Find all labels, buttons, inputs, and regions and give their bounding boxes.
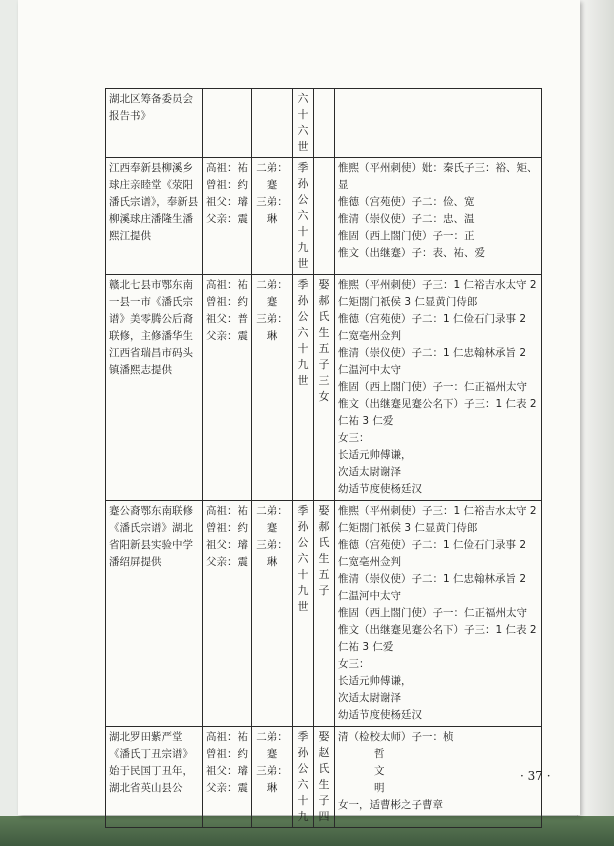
table-row bbox=[106, 89, 542, 158]
ancestor-line: 父亲：震 bbox=[206, 556, 248, 568]
brothers-cell bbox=[252, 727, 293, 828]
ancestor-line: 曾祖：约 bbox=[206, 522, 248, 534]
generation-text: 季孙公六十九世 bbox=[297, 504, 309, 613]
children-cell bbox=[335, 727, 542, 828]
source-text: 蹇公裔鄂东南联修《潘氏宗谱》湖北省阳新县实验中学潘绍屏提供 bbox=[109, 505, 193, 568]
children-cell bbox=[335, 158, 542, 275]
generation-text: 季孙公六十九 bbox=[297, 730, 309, 823]
brother-line: 琳 bbox=[266, 213, 278, 225]
brothers-cell bbox=[252, 89, 293, 158]
generation-cell bbox=[293, 727, 314, 828]
brother-line: 二弟： bbox=[256, 731, 288, 743]
ancestor-line: 高祖：祐 bbox=[206, 731, 248, 743]
child-line: 惟清（崇仪使）子二：1 仁忠翰林承旨 2 仁温河中太守 bbox=[338, 573, 527, 602]
ancestor-line: 曾祖：约 bbox=[206, 179, 248, 191]
ancestor-line: 父亲：震 bbox=[206, 213, 248, 225]
brothers-cell bbox=[252, 158, 293, 275]
ancestors-cell bbox=[203, 89, 252, 158]
brother-line: 二弟：蹇 bbox=[256, 505, 288, 534]
children-cell bbox=[335, 501, 542, 727]
spouse-cell bbox=[314, 275, 335, 501]
child-line: 次适太尉谢泽 bbox=[338, 466, 401, 478]
brother-line: 三弟：琳 bbox=[256, 313, 288, 342]
generation-cell bbox=[293, 275, 314, 501]
source-cell bbox=[106, 727, 203, 828]
spouse-text: 娶郝氏生五子 bbox=[318, 504, 330, 597]
child-line: 惟固（西上閤门使）子一：正 bbox=[338, 230, 475, 242]
brothers-cell bbox=[252, 275, 293, 501]
generation-cell bbox=[293, 89, 314, 158]
brothers-cell bbox=[252, 501, 293, 727]
brother-line: 三弟：琳 bbox=[256, 539, 288, 568]
ancestor-line: 祖父：普 bbox=[206, 313, 248, 325]
generation-text: 季孙公六十九世 bbox=[297, 161, 309, 270]
child-line: 幼适节度使杨廷汉 bbox=[338, 709, 422, 721]
child-line: 惟固（西上閤门使）子一：仁正福州太守 bbox=[338, 381, 527, 393]
ancestors-cell bbox=[203, 501, 252, 727]
child-line: 惟德（宫苑使）子二：俭、宽 bbox=[338, 196, 475, 208]
child-line: 惟文（出继蹇）子：表、祐、爱 bbox=[338, 247, 485, 259]
ancestor-line: 父亲：震 bbox=[206, 330, 248, 342]
generation-cell bbox=[293, 501, 314, 727]
child-line: 惟文（出继蹇见蹇公名下）子三：1 仁表 2 仁祐 3 仁爱 bbox=[338, 398, 537, 427]
child-line: 惟文（出继蹇见蹇公名下）子三：1 仁表 2 仁祐 3 仁爱 bbox=[338, 624, 537, 653]
ancestor-line: 曾祖：约 bbox=[206, 296, 248, 308]
ancestor-line: 高祖：祐 bbox=[206, 505, 248, 517]
spouse-cell bbox=[314, 501, 335, 727]
spouse-cell bbox=[314, 727, 335, 828]
brother-line: 三弟： bbox=[256, 765, 288, 777]
source-text: 湖北区筹备委员会报告书》 bbox=[109, 93, 193, 122]
child-line: 惟熙（平州刺使）妣：秦氏子三：裕、矩、显 bbox=[338, 162, 538, 191]
brother-line: 三弟： bbox=[256, 196, 288, 208]
spouse-text: 娶郝氏生五子三女 bbox=[318, 278, 330, 403]
table-row bbox=[106, 275, 542, 501]
brother-line: 二弟： bbox=[256, 162, 288, 174]
child-line: 惟固（西上閤门使）子一：仁正福州太守 bbox=[338, 607, 527, 619]
child-line: 惟熙（平州刺使）子三：1 仁裕吉水太守 2 仁矩閤门祇侯 3 仁显黄门侍郎 bbox=[338, 505, 537, 534]
source-text: 赣北七县市鄂东南一县一市《潘氏宗谱》美零腾公后裔联修，主修潘华生 江西省瑞昌市码头镇潘熙志提供 bbox=[109, 279, 193, 376]
brother-line: 二弟：蹇 bbox=[256, 279, 288, 308]
generation-text: 季孙公六十九世 bbox=[297, 278, 309, 387]
spouse-cell bbox=[314, 158, 335, 275]
table-row bbox=[106, 158, 542, 275]
brother-line: 琳 bbox=[266, 782, 278, 794]
brother-line: 蹇 bbox=[266, 748, 278, 760]
child-line: 惟德（宫苑使）子二：1 仁俭石门录事 2 仁宽亳州佥判 bbox=[338, 539, 527, 568]
child-line: 惟清（崇仪使）子二：1 仁忠翰林承旨 2 仁温河中太守 bbox=[338, 347, 527, 376]
ancestor-line: 高祖：祐 bbox=[206, 279, 248, 291]
child-line: 女三： bbox=[338, 432, 370, 444]
source-cell bbox=[106, 501, 203, 727]
table-row bbox=[106, 727, 542, 828]
source-text: 江西奉新县柳溪乡球庄亲睦堂《荥阳潘氏宗谱》，奉新县柳溪球庄潘隆生潘熙江提供 bbox=[109, 162, 199, 242]
source-cell bbox=[106, 89, 203, 158]
ancestor-line: 高祖：祐 bbox=[206, 162, 248, 174]
child-line: 哲 bbox=[374, 748, 385, 760]
generation-text: 六十六世 bbox=[297, 92, 309, 153]
genealogy-table bbox=[105, 88, 542, 828]
ancestors-cell bbox=[203, 158, 252, 275]
adjacent-page-edge bbox=[577, 0, 614, 846]
spouse-cell bbox=[314, 89, 335, 158]
ancestors-cell bbox=[203, 275, 252, 501]
child-line: 文 bbox=[374, 765, 385, 777]
brother-line: 蹇 bbox=[266, 179, 278, 191]
child-line: 惟德（宫苑使）子二：1 仁俭石门录事 2 仁宽亳州佥判 bbox=[338, 313, 527, 342]
page-number: · 37 · bbox=[520, 769, 551, 783]
child-line: 女一，适曹彬之子曹章 bbox=[338, 799, 443, 811]
child-line: 次适太尉谢泽 bbox=[338, 692, 401, 704]
child-line: 惟熙（平州刺使）子三：1 仁裕吉水太守 2 仁矩閤门祇侯 3 仁显黄门侍郎 bbox=[338, 279, 537, 308]
child-line: 清（检校太师）子一：桢 bbox=[338, 731, 454, 743]
ancestor-line: 祖父：璿 bbox=[206, 765, 248, 777]
source-cell bbox=[106, 275, 203, 501]
source-cell bbox=[106, 158, 203, 275]
children-cell bbox=[335, 89, 542, 158]
children-cell bbox=[335, 275, 542, 501]
ancestor-line: 曾祖：约 bbox=[206, 748, 248, 760]
table-row bbox=[106, 501, 542, 727]
child-line: 幼适节度使杨廷汉 bbox=[338, 483, 422, 495]
child-line: 惟清（崇仪使）子二：忠、温 bbox=[338, 213, 475, 225]
child-line: 长适元帅傅谦， bbox=[338, 675, 412, 687]
ancestor-line: 祖父：璿 bbox=[206, 196, 248, 208]
child-line: 女三： bbox=[338, 658, 370, 670]
source-text: 湖北罗田紫严堂《潘氏丁丑宗谱》始于民国丁丑年， 湖北省英山县公 bbox=[109, 731, 193, 794]
child-line: 明 bbox=[374, 782, 385, 794]
ancestor-line: 父亲：震 bbox=[206, 782, 248, 794]
ancestors-cell bbox=[203, 727, 252, 828]
spouse-text: 娶赵氏生子四 bbox=[318, 730, 330, 823]
generation-cell bbox=[293, 158, 314, 275]
child-line: 长适元帅傅谦， bbox=[338, 449, 412, 461]
ancestor-line: 祖父：璿 bbox=[206, 539, 248, 551]
